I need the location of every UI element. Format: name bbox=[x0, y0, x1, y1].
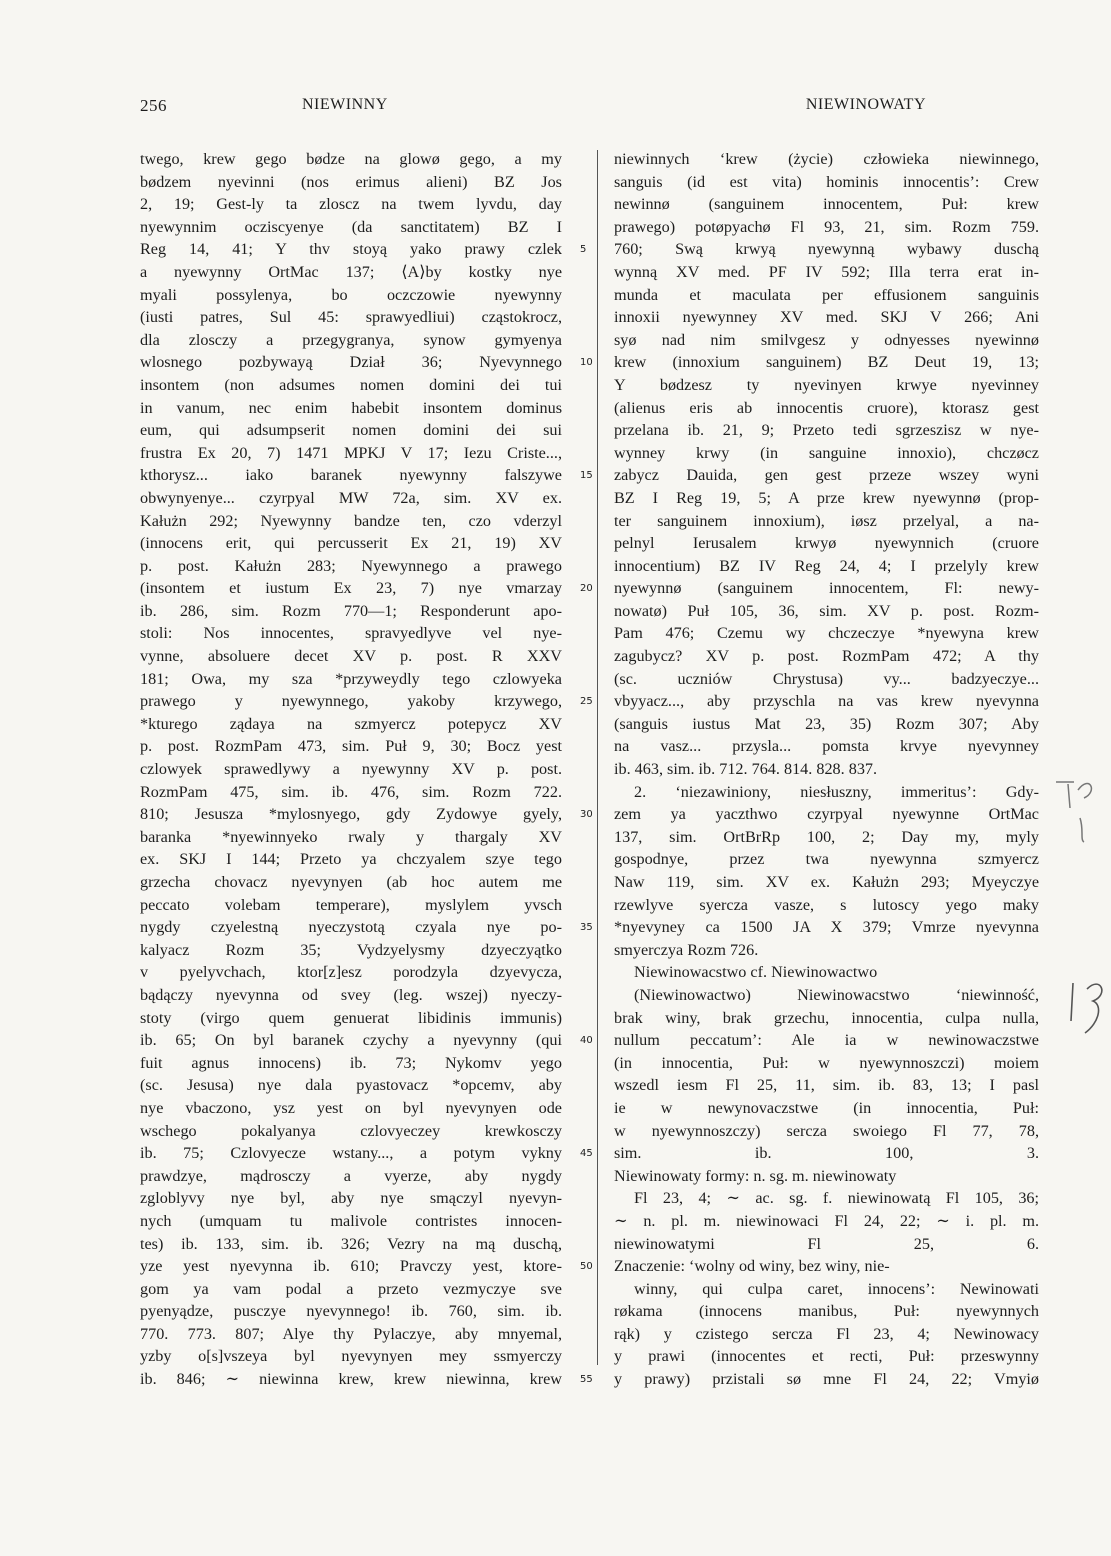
text-line: 810; Jesusza *mylosnyego, gdy Zydowye gyely, bbox=[140, 805, 562, 824]
text-line: ∼ n. pl. m. niewinowaci Fl 24, 22; ∼ i. pl. m. bbox=[614, 1211, 1039, 1230]
handwritten-margin-mark-icon bbox=[1050, 770, 1110, 880]
text-line: (innocens erit, qui percusserit Ex 21, 19) XV bbox=[140, 534, 562, 553]
text-line: nyewynnim ocziscyenye (da sanctitatem) BZ I bbox=[140, 217, 562, 236]
text-line: røkama (innocens manibus, Puł: nyewynnych bbox=[614, 1302, 1039, 1321]
line-number: 5 bbox=[580, 244, 587, 256]
text-line: (sc. Jesusa) nye dala pyastovacz *opcemv, aby bbox=[140, 1076, 562, 1095]
text-line: Pam 476; Czemu wy chczeczye *nyewyna krew bbox=[614, 624, 1039, 643]
text-line: brak winy, brak grzechu, innocentia, culpa nulla, bbox=[614, 1008, 1039, 1027]
text-line: vbyyacz..., aby przyschla na vas krew nyevynna bbox=[614, 692, 1039, 711]
text-line: na vasz... przysla... pomsta krvye nyevynney bbox=[614, 737, 1039, 756]
text-line: zagubycz? XV p. post. RozmPam 472; A thy bbox=[614, 647, 1039, 666]
text-line: zem ya yaczthwo czyrpyal nyewynne OrtMac bbox=[614, 805, 1039, 824]
text-line: ib. 463, sim. ib. 712. 764. 814. 828. 837. bbox=[614, 760, 878, 779]
text-line: 770. 773. 807; Alye thy Pylaczye, aby mnyemal, bbox=[140, 1324, 562, 1343]
text-line: RozmPam 475, sim. ib. 476, sim. Rozm 722. bbox=[140, 782, 562, 801]
line-number: 15 bbox=[580, 470, 593, 482]
text-line: obwynyenye... czyrpyal MW 72a, sim. XV ex. bbox=[140, 488, 562, 507]
text-line: (sc. uczniów Chrystusa) vy... badzyeczye... bbox=[614, 669, 1039, 688]
left-running-head: NIEWINNY bbox=[302, 96, 388, 113]
line-number: 40 bbox=[580, 1035, 593, 1047]
line-number: 35 bbox=[580, 922, 593, 934]
text-line: dla zlosczy a przegygranya, synow gymyenya bbox=[140, 330, 562, 349]
text-line: zgloblyvy nye byl, aby nye smączyl nyevyn- bbox=[140, 1189, 562, 1208]
text-line: yze yest nyevynna ib. 610; Pravczy yest, ktore- bbox=[140, 1257, 562, 1276]
text-line: ib. 65; On byl baranek czychy a nyevynny (qui bbox=[140, 1031, 562, 1050]
text-line: (alienus eris ab innocentis cruore), ktorasz gest bbox=[614, 398, 1039, 417]
text-line: (sanguis iustus Mat 23, 35) Rozm 307; Aby bbox=[614, 714, 1039, 733]
text-line: stoli: Nos innocentes, spravyedlyve vel nye- bbox=[140, 624, 562, 643]
text-line: kthorysz... iako baranek nyewynny falszywe bbox=[140, 466, 562, 485]
text-line: pyenyądze, pusczye nyevynnego! ib. 760, sim. ib. bbox=[140, 1302, 562, 1321]
text-line: wszedl iesm Fl 25, 11, sim. ib. 83, 13; I pasl bbox=[614, 1076, 1039, 1095]
text-line: nygdy czyelestną nyeczystotą czyala nye po- bbox=[140, 918, 562, 937]
text-line: y prawy) przistali sø mne Fl 24, 22; Vmyiø bbox=[614, 1370, 1039, 1389]
line-number: 10 bbox=[580, 357, 593, 369]
text-line: Znaczenie: ‘wolny od winy, bez winy, nie- bbox=[614, 1257, 890, 1276]
text-line: niewinnych ‘krew (życie) człowieka niewinnego, bbox=[614, 150, 1039, 168]
text-line: 181; Owa, my sza *przyweydly tego czlowyeka bbox=[140, 669, 562, 688]
text-line: p. post. RozmPam 473, sim. Puł 9, 30; Bocz yest bbox=[140, 737, 562, 756]
text-line: Niewinowacstwo cf. Niewinowactwo bbox=[634, 963, 878, 982]
text-line: kalyacz Rozm 35; Vydzyelysmy dzyeczyątko bbox=[140, 940, 562, 959]
text-line: rzewlyve syercza vasze, s lutoscy yego maky bbox=[614, 895, 1039, 914]
text-line: Fl 23, 4; ∼ ac. sg. f. niewinowatą Fl 105, 36; bbox=[634, 1189, 1039, 1208]
text-line: v pyelyvchach, ktor[z]esz porodzyla dzyevycza, bbox=[140, 963, 562, 982]
text-line: innocentium) BZ IV Reg 24, 4; I przelyly krew bbox=[614, 556, 1039, 575]
line-number: 25 bbox=[580, 696, 593, 708]
left-column bbox=[140, 148, 562, 1391]
column-divider bbox=[597, 150, 598, 1365]
text-line: a nyewynny OrtMac 137; ⟨A⟩by kostky nye bbox=[140, 262, 562, 281]
text-line: in vanum, nec enim habebit insontem dominus bbox=[140, 398, 562, 417]
text-line: wynney krwy (in sanguine innoxio), chczøcz bbox=[614, 443, 1039, 462]
text-line: krew (innoxium sanguinem) BZ Deut 19, 13; bbox=[614, 353, 1039, 372]
text-line: Kałużn 292; Nyewynny bandze ten, czo vderzyl bbox=[140, 511, 562, 530]
text-line: myali possylenya, bo oczczowie nyewynny bbox=[140, 285, 562, 304]
text-line: vynne, absoluere decet XV p. post. R XXV bbox=[140, 647, 562, 666]
text-line: Y bødzesz ty nyevinyen krwye nyevinney bbox=[614, 375, 1039, 394]
text-line: 137, sim. OrtBrRp 100, 2; Day my, myly bbox=[614, 827, 1039, 846]
text-line: insontem (non adsumes nomen domini dei tui bbox=[140, 375, 562, 394]
line-number: 45 bbox=[580, 1148, 593, 1160]
text-line: prawego y nyewynnego, yakoby krzywego, bbox=[140, 692, 562, 711]
text-line: p. post. Kałużn 283; Nyewynnego a prawego bbox=[140, 556, 562, 575]
text-line: (iusti patres, Sul 45: sprawyedliui) cząstokrocz, bbox=[140, 308, 562, 327]
text-line: grzecha chovacz nyevynyen (ab hoc autem me bbox=[140, 873, 562, 891]
text-line: 2. ‘niezawiniony, niesłuszny, immeritus’: Gdy- bbox=[634, 782, 1039, 801]
text-line: tes) ib. 133, sim. ib. 326; Vezry na mą duschą, bbox=[140, 1234, 562, 1253]
text-line: y prawi (innocentes et recti, Puł: przeswynny bbox=[614, 1347, 1039, 1366]
text-line: Naw 119, sim. XV ex. Kałużn 293; Myeyczye bbox=[614, 873, 1039, 891]
text-line: gospodnye, przez twa nyewynna szmyercz bbox=[614, 850, 1039, 869]
text-line: wlosnego pozbywayą Dział 36; Nyevynnego bbox=[140, 353, 562, 372]
text-line: (insontem et iustum Ex 23, 7) nye vmarzay bbox=[140, 579, 562, 598]
line-number: 50 bbox=[580, 1261, 593, 1273]
text-line: nye vbaczono, ysz yest on byl nyevynyen ode bbox=[140, 1098, 562, 1117]
text-line: prawdzye, mądrosczy a vyerze, aby nygdy bbox=[140, 1166, 562, 1185]
text-line: peccato volebam temperare), myslylem yvsch bbox=[140, 895, 562, 914]
text-line: fuit agnus innocens) ib. 73; Nykomv yego bbox=[140, 1053, 562, 1072]
text-line: munda et maculata per effusionem sanguinis bbox=[614, 285, 1039, 304]
text-line: frustra Ex 20, 7) 1471 MPKJ V 17; Iezu Criste..., bbox=[140, 443, 562, 462]
text-line: *nyevyney ca 1500 JA X 379; Vmrze nyevynna bbox=[614, 918, 1039, 937]
text-line: bądączy nyevynna od svey (leg. wszej) nyeczy- bbox=[140, 985, 562, 1004]
text-line: winny, qui culpa caret, innocens’: Newinowati bbox=[634, 1279, 1039, 1298]
right-running-head: NIEWINOWATY bbox=[805, 96, 926, 113]
text-line: yzby o[s]vszeya byl nyevynyen mey ssmyerczy bbox=[140, 1347, 562, 1366]
text-line: Reg 14, 41; Y thv stoyą yako prawy czlek bbox=[140, 240, 562, 259]
text-line: Niewinowaty formy: n. sg. m. niewinowaty bbox=[614, 1166, 897, 1185]
line-number: 30 bbox=[580, 809, 593, 821]
text-line: 760; Swą krwyą nyewynną wybawy duschą bbox=[614, 240, 1039, 259]
text-line: twego, krew gego bødze na glowø gego, a my bbox=[140, 150, 562, 168]
text-line: baranka *nyewinnyeko rwaly y thargaly XV bbox=[140, 827, 562, 846]
text-line: syø nad nim smilvgesz y odnyesses nyewinnø bbox=[614, 330, 1039, 349]
text-line: (Niewinowactwo) Niewinowacstwo ‘niewinność, bbox=[634, 985, 1039, 1004]
text-line: przelana ib. 21, 9; Przeto tedi sgrzeszisz w nye- bbox=[614, 421, 1039, 440]
text-line: nych (umquam tu malivole contristes innocen- bbox=[140, 1211, 562, 1230]
text-line: ter sanguinem innoxium), iøsz przelyal, a na- bbox=[614, 511, 1039, 530]
text-line: innoxii nyewynney XV med. SKJ V 266; Ani bbox=[614, 308, 1039, 327]
text-line: nullum peccatum’: Ale ia w newinowaczstwe bbox=[614, 1031, 1039, 1050]
text-line: stoty (virgo quem genuerat libidinis immunis) bbox=[140, 1008, 562, 1027]
text-line: ib. 75; Czlovyecze wstany..., a potym vykny bbox=[140, 1144, 562, 1163]
text-line: w nyewynnoszczy) sercza swoiego Fl 77, 78, bbox=[614, 1121, 1039, 1140]
text-line: ib. 846; ∼ niewinna krew, krew niewinna, krew bbox=[140, 1370, 562, 1389]
text-line: eum, qui adsumpserit nomen domini dei sui bbox=[140, 421, 562, 440]
running-header bbox=[140, 96, 926, 120]
text-line: niewinowatymi Fl 25, 6. bbox=[614, 1234, 1039, 1253]
text-line: bødzem nyevinni (nos erimus alieni) BZ Jos bbox=[140, 172, 562, 191]
text-line: czlowyek sprawedlywy a nyewynny XV p. post. bbox=[140, 760, 562, 779]
text-line: BZ I Reg 19, 5; A prze krew nyewynnø (prop- bbox=[614, 488, 1039, 507]
text-line: pelnyl Ierusalem krwyø nyewynnich (cruore bbox=[614, 534, 1039, 553]
text-line: ie w newynovaczstwe (in innocentia, Puł: bbox=[614, 1098, 1039, 1117]
text-line: 2, 19; Gest-ly ta zloscz na twem lyvdu, day bbox=[140, 195, 562, 214]
text-line: ib. 286, sim. Rozm 770—1; Responderunt apo- bbox=[140, 601, 562, 620]
text-line: ex. SKJ I 144; Przeto ya chczyalem szye tego bbox=[140, 850, 562, 869]
text-line: wschego pokalyanya czlovyeczey krewkosczy bbox=[140, 1121, 562, 1140]
text-line: rąk) y czistego sercza Fl 23, 4; Newinowacy bbox=[614, 1324, 1039, 1343]
text-line: nowatø) Puł 105, 36, sim. XV p. post. Rozm- bbox=[614, 601, 1039, 620]
text-line: wynną XV med. PF IV 592; Illa terra erat in- bbox=[614, 262, 1039, 281]
text-line: *kturego ządaya na szmyercz potepycz XV bbox=[140, 714, 562, 733]
text-line: nyewynnø (sanguinem innocentem, Fl: newy- bbox=[614, 579, 1039, 598]
text-line: gom ya vam podal a przeto vezmyczye sve bbox=[140, 1279, 562, 1298]
handwritten-margin-number-icon bbox=[1065, 975, 1110, 1035]
text-line: smyerczya Rozm 726. bbox=[614, 940, 759, 959]
line-number: 20 bbox=[580, 583, 593, 595]
page-number: 256 bbox=[140, 96, 167, 115]
text-line: sanguis (id est vita) hominis innocentis’: Crew bbox=[614, 172, 1039, 191]
text-line: newinnø (sanguinem innocentem, Puł: krew bbox=[614, 195, 1039, 214]
right-column bbox=[614, 148, 1039, 1391]
text-line: prawego) potøpyachø Fl 93, 21, sim. Rozm 759. bbox=[614, 217, 1039, 236]
text-line: sim. ib. 100, 3. bbox=[614, 1144, 1039, 1163]
text-line: zabycz Dauida, gen gest przeze wszey wyni bbox=[614, 466, 1039, 485]
text-line: (in innocentia, Puł: w nyewynnoszczi) moiem bbox=[614, 1053, 1039, 1072]
line-number: 55 bbox=[580, 1374, 593, 1386]
